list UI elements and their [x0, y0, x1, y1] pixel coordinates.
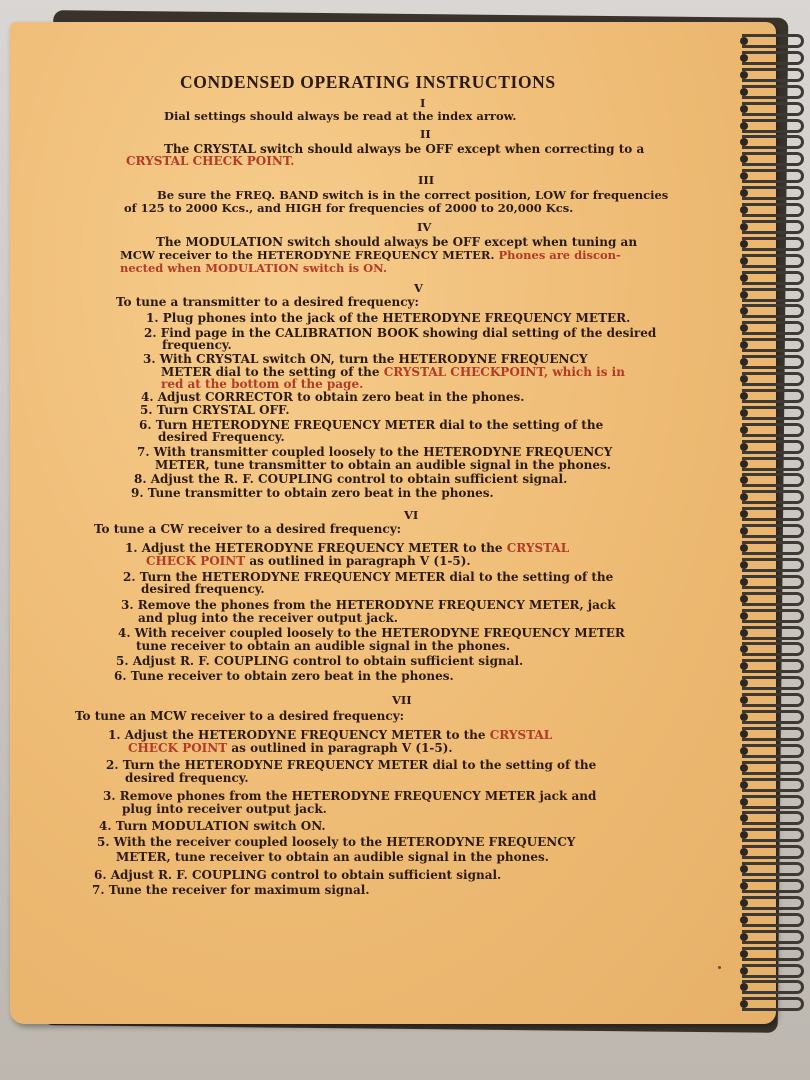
binding-hole — [740, 240, 748, 248]
binding-coil — [742, 930, 804, 944]
binding-hole — [740, 375, 748, 383]
s5-item-1: 1. Plug phones into the jack of the HETERODYNE FREQUENCY METER. — [146, 311, 631, 325]
s5-item-4: 4. Adjust CORRECTOR to obtain zero beat in the phones. — [141, 390, 525, 404]
binding-coil — [742, 102, 804, 116]
binding-coil — [742, 575, 804, 589]
binding-coil — [742, 169, 804, 183]
binding-coil — [742, 68, 804, 82]
binding-hole — [740, 443, 748, 451]
binding-coil — [742, 609, 804, 623]
binding-coil — [742, 997, 804, 1011]
binding-coil — [742, 693, 804, 707]
s5-item-6-cont: desired Frequency. — [158, 430, 285, 444]
binding-coil — [742, 423, 804, 437]
section-numeral-vi: VI — [404, 508, 419, 522]
section-numeral-i: I — [420, 96, 426, 110]
s6-item-1: 1. Adjust the HETERODYNE FREQUENCY METER to the CRYSTAL — [125, 541, 570, 555]
binding-coil — [742, 490, 804, 504]
binding-coil — [742, 389, 804, 403]
binding-coil — [742, 845, 804, 859]
s3-line-2: of 125 to 2000 Kcs., and HIGH for frequencies of 2000 to 20,000 Kcs. — [124, 201, 574, 215]
s4-line-3: nected when MODULATION switch is ON. — [120, 261, 387, 275]
binding-coil — [742, 761, 804, 775]
binding-hole — [740, 781, 748, 789]
binding-hole — [740, 629, 748, 637]
paper-speck — [718, 966, 721, 969]
binding-coil — [742, 913, 804, 927]
binding-coil — [742, 947, 804, 961]
s5-item-3-cont2: red at the bottom of the page. — [161, 377, 364, 391]
binding-coil — [742, 119, 804, 133]
binding-coil — [742, 254, 804, 268]
binding-coil — [742, 778, 804, 792]
s5-item-9: 9. Tune transmitter to obtain zero beat in the phones. — [131, 486, 494, 500]
s6-item-4: 4. With receiver coupled loosely to the HETERODYNE FREQUENCY METER — [118, 626, 625, 640]
binding-coil — [742, 355, 804, 369]
binding-coil — [742, 811, 804, 825]
binding-coil — [742, 51, 804, 65]
binding-hole — [740, 595, 748, 603]
binding-coil — [742, 135, 804, 149]
s7-item-3: 3. Remove phones from the HETERODYNE FREQUENCY METER jack and — [103, 789, 597, 803]
section-numeral-iii: III — [418, 173, 435, 187]
binding-coil — [742, 507, 804, 521]
binding-hole — [740, 274, 748, 282]
s5-item-2: 2. Find page in the CALIBRATION BOOK showing dial setting of the desired — [144, 326, 657, 340]
binding-hole — [740, 54, 748, 62]
binding-coil — [742, 676, 804, 690]
binding-hole — [740, 223, 748, 231]
binding-hole — [740, 392, 748, 400]
binding-coil — [742, 304, 804, 318]
binding-hole — [740, 426, 748, 434]
s6-item-3: 3. Remove the phones from the HETERODYNE FREQUENCY METER, jack — [121, 598, 616, 612]
binding-hole — [740, 747, 748, 755]
binding-coil — [742, 592, 804, 606]
s6-item-6: 6. Tune receiver to obtain zero beat in the phones. — [114, 669, 454, 683]
s5-item-5: 5. Turn CRYSTAL OFF. — [140, 403, 290, 417]
binding-hole — [740, 409, 748, 417]
binding-coil — [742, 727, 804, 741]
section-numeral-v: V — [414, 281, 423, 295]
binding-coil — [742, 896, 804, 910]
binding-coil — [742, 85, 804, 99]
binding-hole — [740, 713, 748, 721]
s6-intro: To tune a CW receiver to a desired frequency: — [94, 522, 402, 536]
binding-hole — [740, 764, 748, 772]
binding-hole — [740, 206, 748, 214]
binding-hole — [740, 460, 748, 468]
s2-line-1: The CRYSTAL switch should always be OFF except when correcting to a — [164, 142, 645, 156]
binding-coil — [742, 288, 804, 302]
s5-item-7-cont: METER, tune transmitter to obtain an audible signal in the phones. — [155, 458, 611, 472]
s5-item-3-cont: METER dial to the setting of the CRYSTAL CHECKPOINT, which is in — [161, 365, 625, 379]
binding-coil — [742, 406, 804, 420]
binding-coil — [742, 186, 804, 200]
binding-coil — [742, 34, 804, 48]
binding-coil — [742, 440, 804, 454]
binding-coil — [742, 473, 804, 487]
binding-coil — [742, 321, 804, 335]
s7-item-1: 1. Adjust the HETERODYNE FREQUENCY METER to the CRYSTAL — [108, 728, 553, 742]
s5-item-8: 8. Adjust the R. F. COUPLING control to obtain sufficient signal. — [134, 472, 568, 486]
s7-item-6: 6. Adjust R. F. COUPLING control to obtain sufficient signal. — [94, 868, 502, 882]
binding-coil — [742, 558, 804, 572]
s5-intro: To tune a transmitter to a desired frequency: — [116, 295, 419, 309]
binding-coil — [742, 862, 804, 876]
s7-item-1-cont: CHECK POINT as outlined in paragraph V (1-5). — [128, 741, 453, 755]
binding-hole — [740, 291, 748, 299]
s2-line-2: CRYSTAL CHECK POINT. — [126, 154, 295, 168]
binding-coil — [742, 338, 804, 352]
binding-hole — [740, 37, 748, 45]
binding-coil — [742, 879, 804, 893]
section-numeral-iv: IV — [417, 220, 432, 234]
binding-coil — [742, 980, 804, 994]
s3-line-1: Be sure the FREQ. BAND switch is in the correct position, LOW for frequencies — [157, 188, 669, 202]
binding-coil — [742, 524, 804, 538]
s6-item-4-cont: tune receiver to obtain an audible signal in the phones. — [136, 639, 511, 653]
binding-coil — [742, 220, 804, 234]
binding-coil — [742, 271, 804, 285]
binding-hole — [740, 71, 748, 79]
binding-hole — [740, 730, 748, 738]
binding-coil — [742, 744, 804, 758]
binding-hole — [740, 967, 748, 975]
binding-hole — [740, 578, 748, 586]
s7-item-5-cont: METER, tune receiver to obtain an audible signal in the phones. — [116, 850, 549, 864]
s6-item-1-cont: CHECK POINT as outlined in paragraph V (1-5). — [146, 554, 471, 568]
binding-hole — [740, 544, 748, 552]
s4-line-2b: Phones are discon- — [494, 248, 621, 262]
binding-coil — [742, 237, 804, 251]
binding-hole — [740, 612, 748, 620]
s4-line-1: The MODULATION switch should always be OFF except when tuning an — [156, 235, 638, 249]
binding-coil — [742, 642, 804, 656]
s7-item-5: 5. With the receiver coupled loosely to the HETERODYNE FREQUENCY — [97, 835, 576, 849]
binding-hole — [740, 916, 748, 924]
page-title: CONDENSED OPERATING INSTRUCTIONS — [180, 72, 556, 92]
section-numeral-ii: II — [420, 127, 431, 141]
binding-coil — [742, 457, 804, 471]
binding-hole — [740, 933, 748, 941]
binding-hole — [740, 798, 748, 806]
s6-item-2-cont: desired frequency. — [141, 582, 265, 596]
binding-hole — [740, 561, 748, 569]
binding-hole — [740, 950, 748, 958]
s6-item-2: 2. Turn the HETERODYNE FREQUENCY METER dial to the setting of the — [123, 570, 614, 584]
s7-item-2: 2. Turn the HETERODYNE FREQUENCY METER dial to the setting of the — [106, 758, 597, 772]
binding-coil — [742, 710, 804, 724]
binding-hole — [740, 899, 748, 907]
binding-hole — [740, 257, 748, 265]
binding-coil — [742, 203, 804, 217]
s4-line-2a: MCW receiver to the HETERODYNE FREQUENCY METER. — [120, 248, 495, 262]
s5-item-2-cont: frequency. — [162, 338, 232, 352]
binding-coil — [742, 372, 804, 386]
s7-intro: To tune an MCW receiver to a desired frequency: — [75, 709, 405, 723]
binding-coil — [742, 152, 804, 166]
s5-item-3: 3. With CRYSTAL switch ON, turn the HETERODYNE FREQUENCY — [143, 352, 588, 366]
binding-coil — [742, 828, 804, 842]
s6-item-5: 5. Adjust R. F. COUPLING control to obtain sufficient signal. — [116, 654, 524, 668]
s7-item-4: 4. Turn MODULATION switch ON. — [99, 819, 326, 833]
s1-line: Dial settings should always be read at the index arrow. — [164, 109, 517, 123]
binding-hole — [740, 105, 748, 113]
binding-hole — [740, 882, 748, 890]
binding-hole — [740, 122, 748, 130]
s7-item-2-cont: desired frequency. — [125, 771, 249, 785]
binding-coil — [742, 795, 804, 809]
s5-item-6: 6. Turn HETERODYNE FREQUENCY METER dial to the setting of the — [139, 418, 604, 432]
s7-item-7: 7. Tune the receiver for maximum signal. — [92, 883, 370, 897]
s6-item-3-cont: and plug into the receiver output jack. — [138, 611, 398, 625]
binding-hole — [740, 88, 748, 96]
spiral-binding — [742, 30, 810, 1030]
s7-item-3-cont: plug into receiver output jack. — [122, 802, 327, 816]
binding-coil — [742, 626, 804, 640]
binding-coil — [742, 541, 804, 555]
s5-item-7: 7. With transmitter coupled loosely to the HETERODYNE FREQUENCY — [137, 445, 613, 459]
binding-coil — [742, 659, 804, 673]
binding-coil — [742, 964, 804, 978]
section-numeral-vii: VII — [392, 693, 412, 707]
